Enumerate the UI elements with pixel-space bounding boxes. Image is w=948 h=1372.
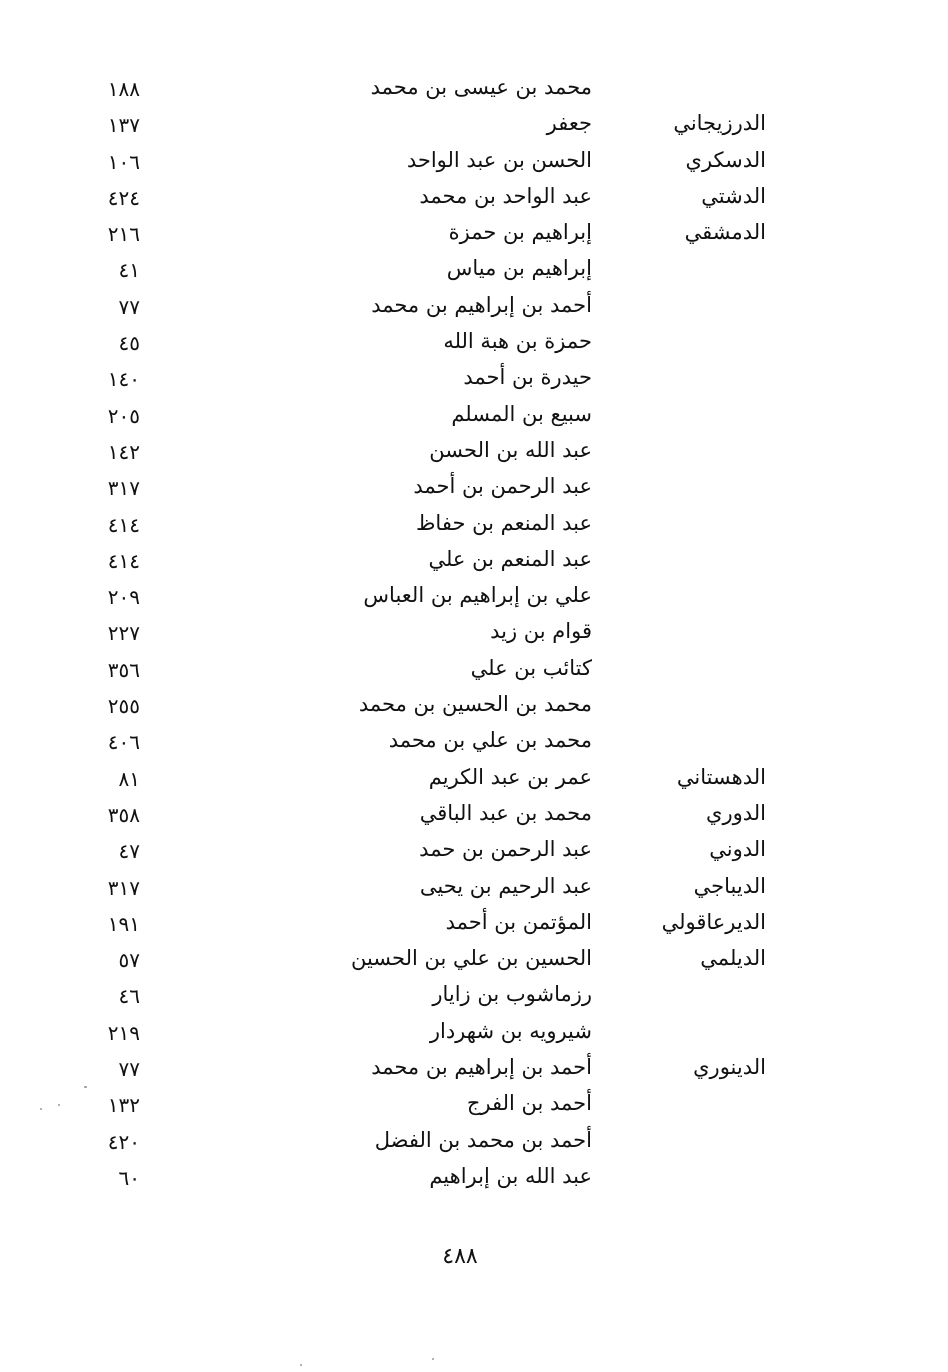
scan-speck [300, 1364, 302, 1366]
index-entry-row [0, 288, 948, 324]
entry-name: حيدرة بن أحمد [463, 365, 592, 390]
entry-nisba: الدوني [709, 837, 766, 862]
entry-name: شيرويه بن شهردار [429, 1018, 592, 1043]
index-entry-row [0, 832, 948, 868]
index-entry-row [0, 397, 948, 433]
entry-name: عمر بن عبد الكريم [428, 764, 592, 789]
index-entry-row [0, 905, 948, 941]
entry-page-number: ٤٦ [118, 984, 140, 1009]
entry-page-number: ٤٢٤ [107, 185, 140, 210]
entry-name: محمد بن عيسى بن محمد [370, 75, 592, 99]
entry-nisba: الدمشقي [684, 220, 766, 245]
entry-page-number: ٤٠٦ [107, 730, 140, 755]
entry-page-number: ١٣٢ [107, 1093, 140, 1118]
index-entry-row [0, 433, 948, 469]
entry-page-number: ٧٧ [118, 1057, 140, 1082]
index-entry-row [0, 143, 948, 179]
index-entry-row [0, 251, 948, 287]
index-entry-row [0, 324, 948, 360]
entry-name: أحمد بن محمد بن الفضل [374, 1127, 592, 1152]
entry-nisba: الديرعاقولي [661, 909, 766, 934]
entry-name: محمد بن عبد الباقي [419, 800, 592, 825]
entry-name: عبد الرحيم بن يحيى [419, 873, 592, 898]
index-entry-row [0, 106, 948, 142]
index-entry-row [0, 179, 948, 215]
index-entry-row [0, 760, 948, 796]
entry-page-number: ٤١ [118, 258, 140, 283]
entry-name: الحسين بن علي بن الحسين [350, 946, 592, 971]
entry-name: أحمد بن إبراهيم بن محمد [371, 1055, 592, 1080]
entry-name: كتائب بن علي [470, 655, 592, 680]
index-entry-row [0, 70, 948, 106]
entry-page-number: ٢٢٧ [107, 621, 140, 646]
entry-page-number: ٤١٤ [107, 548, 140, 573]
entry-name: حمزة بن هبة الله [443, 329, 592, 354]
index-entry-row [0, 1014, 948, 1050]
index-entry-row [0, 977, 948, 1013]
index-entry-row [0, 1123, 948, 1159]
index-entry-row [0, 469, 948, 505]
entry-page-number: ٣١٧ [107, 875, 140, 900]
entry-page-number: ١٤٠ [107, 367, 140, 392]
entry-name: إبراهيم بن مياس [446, 256, 592, 281]
entry-nisba: الدسكري [685, 147, 766, 172]
index-entry-row [0, 506, 948, 542]
scan-speck [58, 1104, 60, 1106]
entry-name: سبيع بن المسلم [451, 401, 592, 426]
entry-name: أحمد بن الفرج [466, 1091, 592, 1116]
scan-speck [84, 1086, 87, 1088]
entry-page-number: ٢٥٥ [107, 694, 140, 719]
entry-page-number: ١٣٧ [107, 113, 140, 138]
entry-page-number: ٢٠٥ [107, 403, 140, 428]
entry-name: عبد الواحد بن محمد [419, 183, 592, 208]
entry-name: جعفر [546, 111, 592, 136]
entry-name: عبد الله بن الحسن [429, 437, 592, 462]
index-entry-row [0, 1086, 948, 1122]
entry-nisba: الديباجي [693, 873, 766, 898]
entry-name: عبد الرحمن بن أحمد [413, 474, 592, 499]
index-entry-row [0, 614, 948, 650]
index-entry-row [0, 542, 948, 578]
index-entry-row [0, 796, 948, 832]
entry-page-number: ١٨٨ [107, 77, 140, 101]
entry-nisba: الدشتي [701, 183, 766, 208]
entry-name: أحمد بن إبراهيم بن محمد [371, 292, 592, 317]
entry-name: محمد بن الحسين بن محمد [358, 692, 592, 717]
entry-nisba: الدرزيجاني [673, 111, 766, 136]
index-entry-row [0, 941, 948, 977]
entry-name: عبد الله بن إبراهيم [429, 1163, 592, 1188]
entry-page-number: ١٤٢ [107, 439, 140, 464]
entry-name: إبراهيم بن حمزة [448, 220, 592, 245]
entry-page-number: ٢١٩ [107, 1020, 140, 1045]
entry-name: محمد بن علي بن محمد [388, 728, 592, 753]
entry-page-number: ٢١٦ [107, 222, 140, 247]
index-entry-row [0, 723, 948, 759]
entry-page-number: ٧٧ [118, 294, 140, 319]
entry-nisba: الدوري [706, 800, 766, 825]
entry-name: عبد الرحمن بن حمد [419, 837, 592, 862]
entry-name: رزماشوب بن زايار [432, 982, 592, 1007]
index-entry-row [0, 1050, 948, 1086]
entry-name: عبد المنعم بن علي [428, 546, 592, 571]
entry-page-number: ٤١٤ [107, 512, 140, 537]
entry-nisba: الديلمي [700, 946, 766, 971]
entry-page-number: ١٠٦ [107, 149, 140, 174]
entry-page-number: ٤٧ [118, 839, 140, 864]
index-entry-row [0, 215, 948, 251]
entry-nisba: الدهستاني [676, 764, 766, 789]
entry-page-number: ١٩١ [107, 911, 140, 936]
entry-name: علي بن إبراهيم بن العباس [363, 583, 592, 608]
index-entry-row [0, 1159, 948, 1195]
entry-page-number: ٨١ [118, 766, 140, 791]
entry-page-number: ٣٥٨ [107, 802, 140, 827]
index-entry-row [0, 869, 948, 905]
entry-page-number: ٥٧ [118, 948, 140, 973]
entry-name: عبد المنعم بن حفاظ [416, 510, 592, 535]
entry-page-number: ٣١٧ [107, 476, 140, 501]
scan-speck [432, 1358, 434, 1360]
entry-name: المؤتمن بن أحمد [445, 909, 592, 934]
page-number: ٤٨٨ [442, 1244, 478, 1269]
entry-page-number: ٤٥ [118, 331, 140, 356]
index-list [0, 70, 948, 1195]
scan-speck [40, 1108, 42, 1110]
entry-page-number: ٢٠٩ [107, 585, 140, 610]
index-entry-row [0, 578, 948, 614]
index-entry-row [0, 687, 948, 723]
entry-page-number: ٤٢٠ [107, 1129, 140, 1154]
index-entry-row [0, 651, 948, 687]
entry-name: الحسن بن عبد الواحد [406, 147, 592, 172]
entry-page-number: ٦٠ [118, 1165, 140, 1190]
entry-nisba: الدينوري [693, 1055, 766, 1080]
index-entry-row [0, 360, 948, 396]
entry-page-number: ٣٥٦ [107, 657, 140, 682]
entry-name: قوام بن زيد [490, 619, 592, 644]
